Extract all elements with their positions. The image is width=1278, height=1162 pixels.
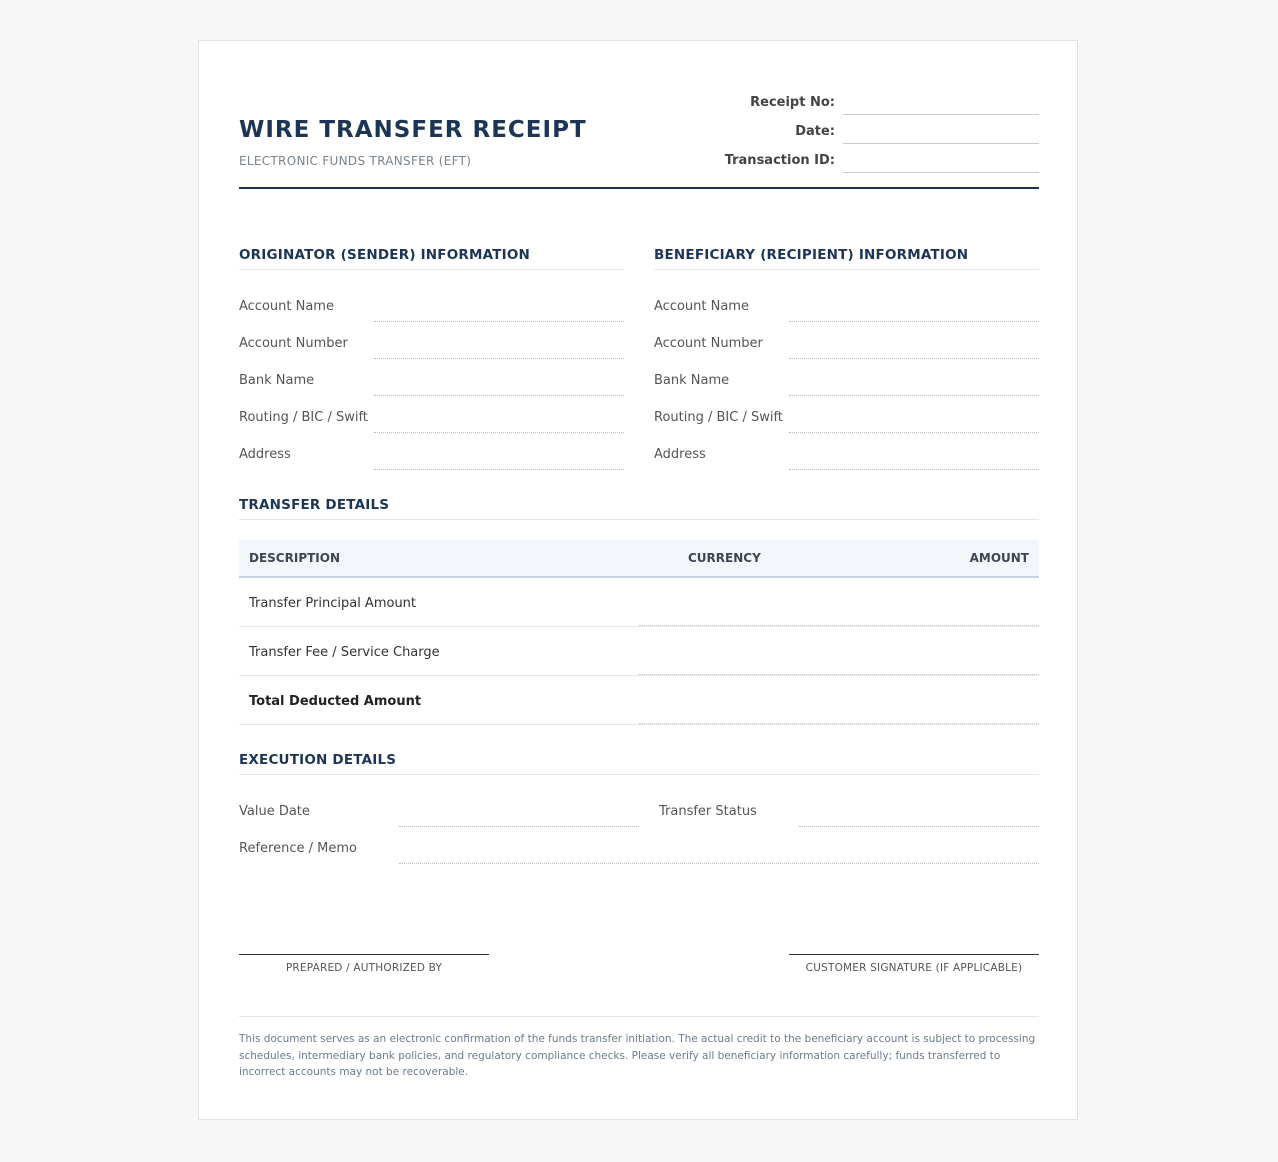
beneficiary-fields [654,287,1039,472]
reference-memo-row [239,829,1039,866]
row-amount-line[interactable] [639,674,1039,675]
transfer-divider [239,519,1039,520]
signature-line[interactable] [789,954,1039,955]
field-input-line[interactable] [374,358,624,359]
field-input-line[interactable] [789,432,1039,433]
prepared-by-signature [239,954,489,974]
execution-section-title: EXECUTION DETAILS [239,752,397,768]
transfer-status-field[interactable] [799,826,1039,827]
footer-divider [239,1016,1039,1017]
transaction-id-field[interactable] [843,149,1039,173]
header-divider [239,187,1039,189]
transaction-id-row [679,144,1039,173]
transfer-table [239,540,1039,725]
field-input-line[interactable] [374,469,624,470]
signature-label: PREPARED / AUTHORIZED BY [285,962,443,974]
originator-routing [239,398,624,435]
transaction-id-label: Transaction ID: [724,153,835,168]
originator-address [239,435,624,472]
field-label: Bank Name [654,373,730,388]
field-input-line[interactable] [374,395,624,396]
value-date-row [239,792,639,829]
beneficiary-bank-name [654,361,1039,398]
beneficiary-account-number [654,324,1039,361]
beneficiary-address [654,435,1039,472]
row-description: Transfer Fee / Service Charge [249,645,440,660]
transfer-section-title: TRANSFER DETAILS [239,497,390,513]
beneficiary-routing [654,398,1039,435]
disclaimer-text: This document serves as an electronic confirmation of the funds transfer initiation. The actual credit to the beneficiary account is subject to processing schedules, intermediary bank policies, and regulatory compliance checks. Please verify all beneficiary information carefully; funds transferred to incorrect accounts may not be recoverable. [239,1033,1036,1078]
transfer-status-label: Transfer Status [659,804,757,819]
field-label: Address [654,447,706,462]
beneficiary-divider [654,269,1039,270]
receipt-page [198,40,1078,1120]
transfer-status-row [659,792,1039,829]
field-input-line[interactable] [789,321,1039,322]
receipt-no-label: Receipt No: [750,95,835,110]
receipt-meta [679,86,1039,173]
field-label: Account Name [239,299,334,314]
date-row [679,115,1039,144]
document-subtitle: ELECTRONIC FUNDS TRANSFER (EFT) [239,154,472,168]
table-header [239,540,1039,578]
value-date-field[interactable] [399,826,639,827]
field-input-line[interactable] [789,469,1039,470]
field-input-line[interactable] [789,395,1039,396]
field-label: Account Number [654,336,763,351]
value-date-label: Value Date [239,804,310,819]
reference-memo-label: Reference / Memo [239,841,357,856]
field-label: Routing / BIC / Swift [654,410,783,425]
signature-label: CUSTOMER SIGNATURE (IF APPLICABLE) [805,962,1023,974]
date-field[interactable] [843,120,1039,144]
row-amount-line[interactable] [639,625,1039,626]
column-header-amount: AMOUNT [969,551,1029,565]
field-input-line[interactable] [374,432,624,433]
field-label: Account Number [239,336,348,351]
row-description: Transfer Principal Amount [249,596,417,611]
reference-memo-field[interactable] [399,863,1039,864]
signature-line[interactable] [239,954,489,955]
column-header-currency: CURRENCY [688,551,761,565]
row-description: Total Deducted Amount [249,694,422,709]
originator-account-number [239,324,624,361]
receipt-no-field[interactable] [843,91,1039,115]
document-title: WIRE TRANSFER RECEIPT [239,117,587,143]
beneficiary-section-title: BENEFICIARY (RECIPIENT) INFORMATION [654,247,969,263]
field-label: Bank Name [239,373,315,388]
originator-section-title: ORIGINATOR (SENDER) INFORMATION [239,247,531,263]
field-input-line[interactable] [789,358,1039,359]
originator-account-name [239,287,624,324]
field-input-line[interactable] [374,321,624,322]
table-row [239,578,1039,627]
table-row-total [239,676,1039,725]
receipt-no-row [679,86,1039,115]
field-label: Address [239,447,291,462]
row-amount-line[interactable] [639,723,1039,724]
field-label: Account Name [654,299,749,314]
originator-divider [239,269,624,270]
column-header-description: DESCRIPTION [249,551,341,565]
originator-bank-name [239,361,624,398]
execution-divider [239,774,1039,775]
table-row [239,627,1039,676]
date-label: Date: [795,124,835,139]
originator-fields [239,287,624,472]
beneficiary-account-name [654,287,1039,324]
customer-signature [789,954,1039,974]
field-label: Routing / BIC / Swift [239,410,368,425]
